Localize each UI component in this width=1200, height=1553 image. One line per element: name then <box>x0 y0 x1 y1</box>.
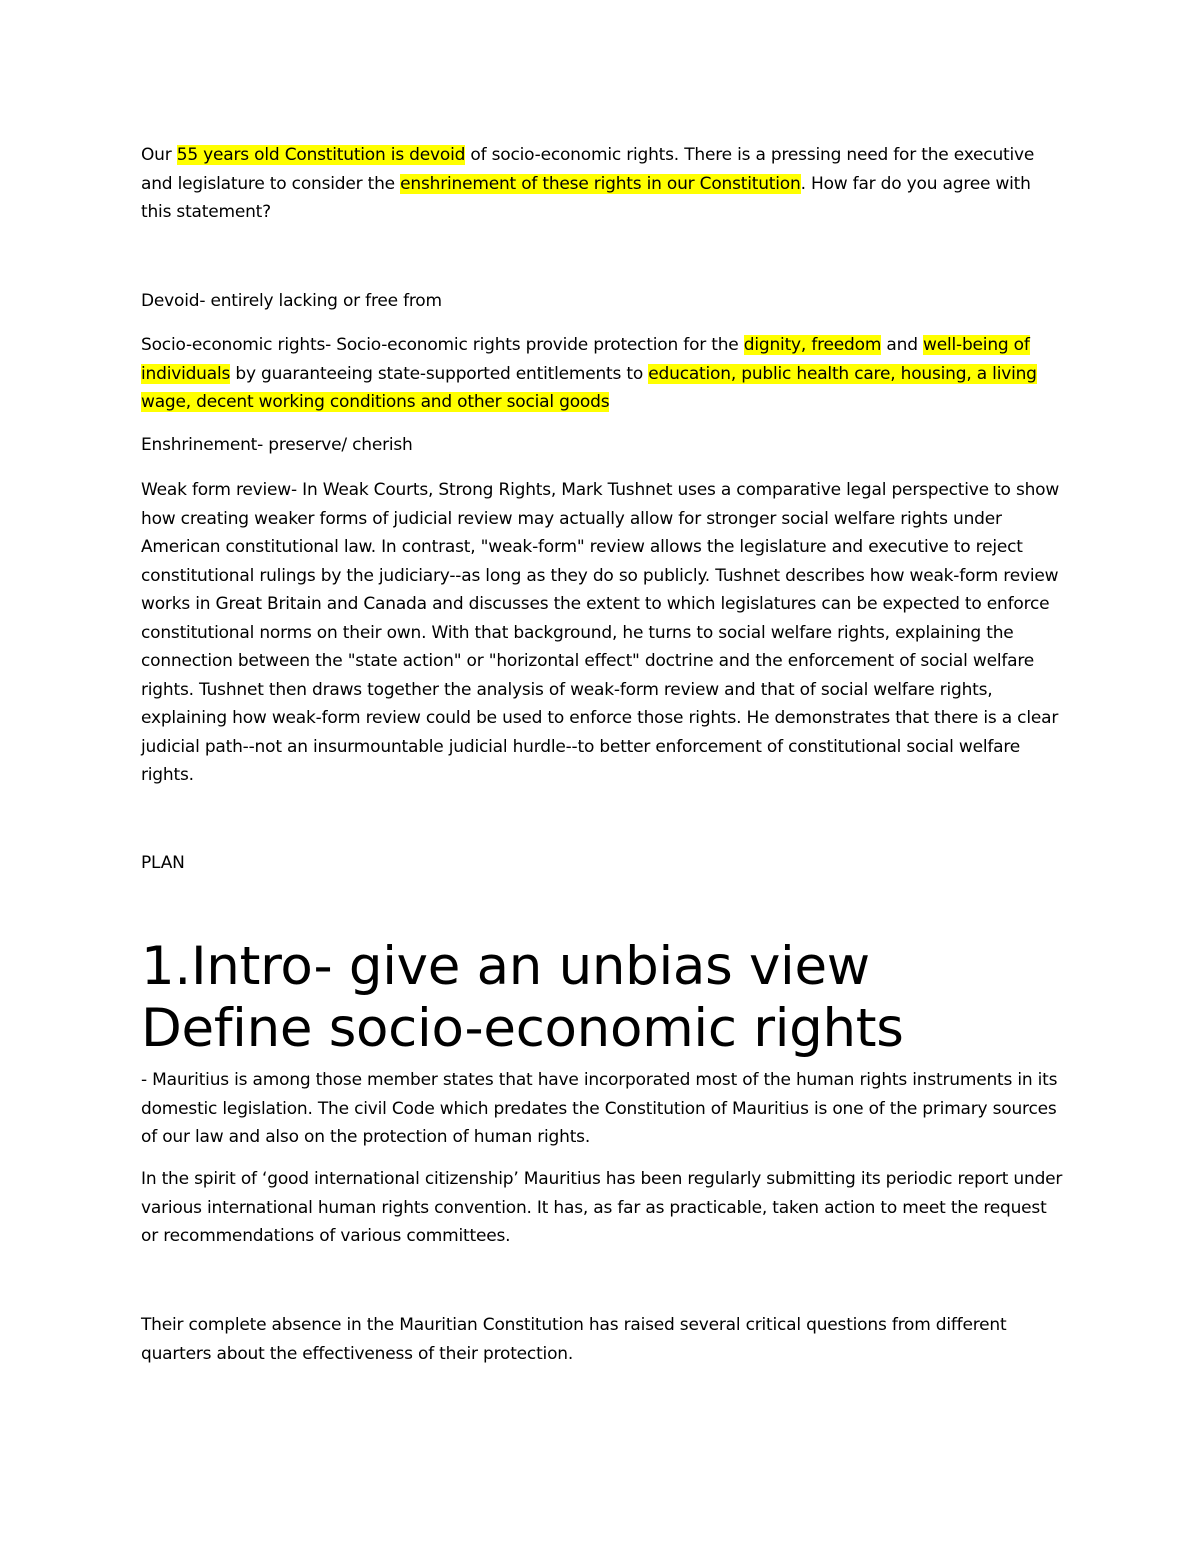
definition-text: and <box>881 335 923 355</box>
highlighted-text: enshrinement of these rights in our Constitution <box>400 173 801 194</box>
plan-paragraph-2: In the spirit of ‘good international citizenship’ Mauritius has been regularly submitting its periodic report under various international human rights convention. It has, as far as practicable, taken action to meet the request or recommendations of various committees. <box>141 1169 1063 1246</box>
definition-weak-form-review: Weak form review- In Weak Courts, Strong Rights, Mark Tushnet uses a comparative legal perspective to show how creating weaker forms of judicial review may actually allow for stronger social welfare rights under American constitutional law. In contrast, "weak-form" review allows the legislature and executive to reject constitutional rulings by the judiciary--as long as they do so publicly. Tushnet describes how weak-form review works in Great Britain and Canada and discusses the extent to which legislatures can be expected to enforce constitutional norms on their own. With that background, he turns to social welfare rights, explaining the connection between the "state action" or "horizontal effect" doctrine and the enforcement of social welfare rights. Tushnet then draws together the analysis of weak-form review and that of social welfare rights, explaining how weak-form review could be used to enforce those rights. He demonstrates that there is a clear judicial path--not an insurmountable judicial hurdle--to better enforcement of constitutional social welfare rights. <box>141 480 1060 785</box>
plan-heading-define: Define socio-economic rights <box>141 998 904 1059</box>
definition-text: Socio-economic rights- Socio-economic rights provide protection for the <box>141 335 744 355</box>
definition-enshrinement: Enshrinement- preserve/ cherish <box>141 435 413 455</box>
plan-paragraph-1: - Mauritius is among those member states that have incorporated most of the human rights instruments in its domestic legislation. The civil Code which predates the Constitution of Mauritius is one of the primary sources of our law and also on the protection of human rights. <box>141 1070 1058 1147</box>
plan-heading-intro: 1.Intro- give an unbias view <box>141 936 870 997</box>
highlighted-text: education, public health care, housing, a living wage, decent working conditions and other social goods <box>141 363 1037 412</box>
question-paragraph <box>141 141 1066 227</box>
question-text: of socio-economic rights. There is a pressing need for the executive and legislature to consider the <box>141 145 1035 194</box>
highlighted-text: 55 years old Constitution is devoid <box>176 145 466 165</box>
definition-devoid: Devoid- entirely lacking or free from <box>141 291 442 311</box>
question-text: . How far do you agree with this statement? <box>141 173 1031 222</box>
plan-label: PLAN <box>141 853 185 873</box>
question-text: Our <box>141 145 177 165</box>
highlighted-text: well-being of individuals <box>141 335 1030 384</box>
definition-text: by guaranteeing state-supported entitlements to <box>230 363 649 384</box>
definition-socio-economic-rights <box>141 331 1066 417</box>
plan-paragraph-3: Their complete absence in the Mauritian Constitution has raised several critical questions from different quarters about the effectiveness of their protection. <box>141 1315 1007 1364</box>
highlighted-text: dignity, freedom <box>743 335 882 355</box>
